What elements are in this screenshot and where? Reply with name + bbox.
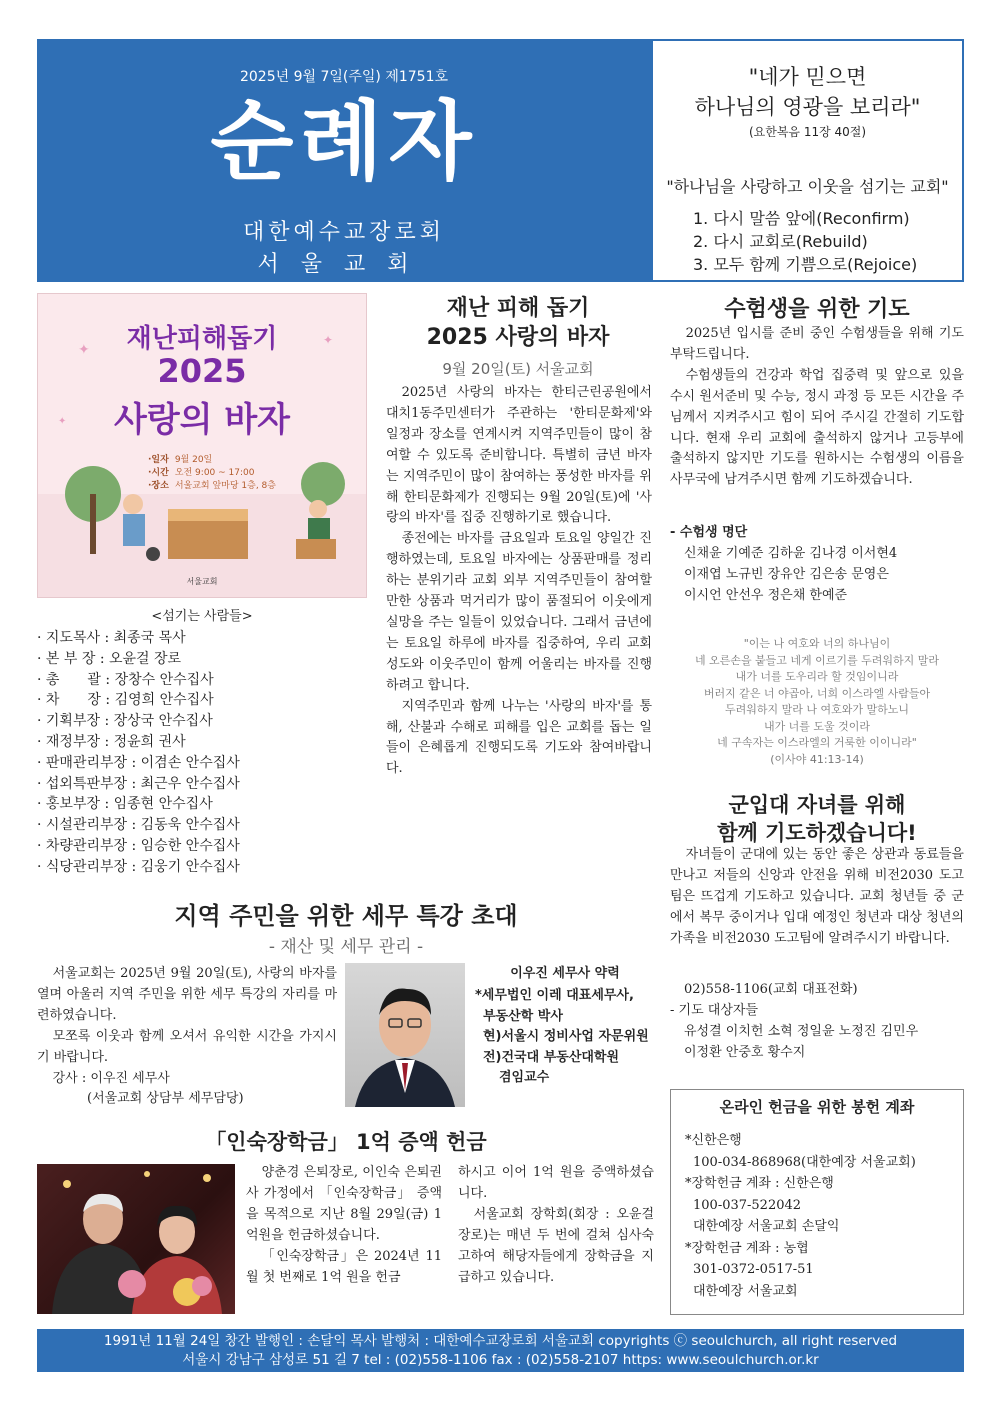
- bio-list: [475, 986, 660, 1089]
- scholarship-column-2: [458, 1163, 654, 1288]
- vision-item: 3. 모두 함께 기쁨으로(Rejoice): [693, 255, 918, 274]
- poster-title-2: 2025: [157, 352, 247, 390]
- account-line: *장학헌금 계좌 : 신한은행: [685, 1176, 834, 1191]
- exam-names-label: - 수험생 명단: [670, 525, 748, 540]
- account-line: *장학헌금 계좌 : 농협: [685, 1240, 809, 1256]
- bazaar-paragraph: 2025년 사랑의 바자는 한티근린공원에서 대치1동주민센터가 주관하는 '한티문화제'와 일정과 장소를 연계시켜 지역주민들이 많이 참여할 수 있도록 준비합니다. 특별히 금년 바자는 지역주민이 많이 참여하는 풍성한 바자를 위해 한티문화제가 진행되는 9월 20일(토)에 '사랑의 바자'를 집중 진행하기로 했습니다.: [386, 385, 652, 526]
- verse-text-line: (이사야 41:13-14): [770, 752, 864, 766]
- church-motto: "하나님을 사랑하고 이웃을 섬기는 교회": [666, 177, 949, 196]
- lecturer-portrait: [345, 963, 465, 1107]
- staff-item: · 총 괄 : 장창수 안수집사: [37, 671, 214, 688]
- scholarship-paragraph: 서울교회 장학회(회장 : 오윤걸 장로)는 매년 두 번에 걸쳐 심사숙고하여 해당자들에게 장학금을 지급하고 있습니다.: [458, 1206, 654, 1285]
- poster-time-label: ·시간: [148, 468, 169, 478]
- staff-title: <섬기는 사람들>: [151, 609, 253, 624]
- staff-item: · 식당관리부장 : 김웅기 안수집사: [37, 858, 240, 875]
- denomination-name: 대한예수교장로회: [242, 220, 446, 245]
- page-footer: [37, 1329, 964, 1372]
- staff-item: · 판매관리부장 : 이겸손 안수집사: [37, 754, 240, 771]
- verse-line-1: "네가 믿으면: [748, 65, 867, 89]
- svg-text:✦: ✦: [58, 416, 67, 427]
- poster-date: 9월 20일: [174, 455, 213, 465]
- exam-names: [670, 522, 964, 606]
- bio-line: 겸임교수: [499, 1070, 550, 1085]
- svg-text:✦: ✦: [78, 342, 90, 358]
- account-title: 온라인 헌금을 위한 봉헌 계좌: [719, 1098, 915, 1116]
- staff-item: · 차 장 : 김영희 안수집사: [37, 692, 214, 709]
- church-name: 서울교회: [257, 252, 431, 277]
- bio-line: 전)건국대 부동산대학원: [483, 1049, 620, 1065]
- scholarship-column-1: [246, 1163, 442, 1288]
- account-line: 100-037-522042: [693, 1197, 802, 1213]
- bio-line: 현)서울시 정비사업 자문위원: [483, 1029, 649, 1044]
- tax-paragraph: 서울교회는 2025년 9월 20일(토), 사랑의 바자를 열며 아울러 지역 주민을 위한 세무 특강의 자리를 마련하였습니다.: [37, 966, 337, 1023]
- military-target-row: 유성결 이치헌 소혁 정일윤 노정진 김민우: [684, 1024, 919, 1039]
- tax-lecture-subtitle: - 재산 및 세무 관리 -: [268, 937, 424, 957]
- bazaar-title-line-2: 2025 사랑의 바자: [426, 325, 610, 350]
- account-line: *신한은행: [685, 1133, 742, 1148]
- exam-verse: [670, 636, 964, 768]
- verse-text-line: 내가 너를 도우리라 할 것임이니라: [735, 670, 899, 683]
- staff-item: · 본 부 장 : 오윤걸 장로: [37, 650, 182, 667]
- verse-text-line: 두려워하지 말라 나 여호와가 말하노니: [724, 703, 909, 716]
- account-line: 대한예장 서울교회: [693, 1283, 798, 1299]
- verse-reference: (요한복음 11장 40절): [748, 125, 867, 139]
- vision-list: [693, 207, 917, 276]
- military-target-label: - 기도 대상자들: [670, 1003, 759, 1018]
- scholarship-photo: [37, 1164, 235, 1314]
- military-paragraph: 자녀들이 군대에 있는 동안 좋은 상관과 동료들을 만나고 저들의 신앙과 안전을 위해 비전2030 도고팀은 뜨겁게 기도하고 있습니다. 교회 청년들 중 군에서 복무 중이거나 입대 예정인 청년과 대상 청년의 가족을 비전2030 도고팀에 알려주시기 바랍니다.: [670, 847, 964, 946]
- poster-info: [148, 454, 276, 493]
- tax-lecturer-note: (서울교회 상담부 세무담당): [87, 1091, 244, 1107]
- exam-paragraph: 수험생들의 건강과 학업 집중력 및 앞으로 있을 수시 원서준비 및 수능, 정시 과정 등 모든 시간을 주님께서 지켜주시고 힘이 되어 주시길 간절히 기도합니다. 현재 우리 교회에 출석하지 않거나 고등부에 출석하지 않지만 기도를 원하시는 수험생의 이름을 사무국에 남겨주시면 함께 기도하겠습니다.: [670, 367, 964, 488]
- verse-text-line: 네 구속자는 이스라엘의 거룩한 이이니라": [717, 736, 917, 749]
- footer-publisher: 1991년 11월 24일 창간 발행인 : 손달익 목사 발행처 : 대한예수교장로회 서울교회 copyrights ⓒ seoulchurch, all right reserved: [103, 1333, 898, 1349]
- poster-place: 서울교회 앞마당 1층, 8층: [174, 481, 276, 491]
- masthead-title: 순례자: [210, 92, 478, 192]
- bazaar-title-line-1: 재난 피해 돕기: [446, 296, 590, 321]
- scholarship-paragraph: 하시고 이어 1억 원을 증액하셨습니다.: [458, 1165, 654, 1201]
- exam-paragraph: 2025년 입시를 준비 중인 수험생들을 위해 기도 부탁드립니다.: [670, 326, 964, 362]
- bio-line: *세무법인 이레 대표세무사,: [475, 988, 634, 1003]
- exam-name-row: 이재엽 노규빈 장유안 김은송 문영은: [684, 567, 889, 582]
- staff-list: [37, 628, 240, 878]
- military-target-row: 이정환 안중호 황수지: [684, 1045, 806, 1060]
- tax-paragraph: 모쪼록 이웃과 함께 오셔서 유익한 시간을 가지시기 바랍니다.: [37, 1028, 337, 1065]
- staff-item: · 섭외특판부장 : 최근우 안수집사: [37, 775, 240, 792]
- verse-text-line: 내가 너를 도울 것이라: [763, 719, 871, 733]
- bazaar-body: [386, 383, 652, 780]
- bazaar-subtitle: 9월 20일(토) 서울교회: [442, 360, 594, 378]
- military-title: [670, 791, 964, 847]
- account-line: 301-0372-0517-51: [693, 1262, 814, 1277]
- military-phone: 02)558-1106(교회 대표전화): [684, 982, 858, 997]
- poster-date-label: ·일자: [148, 455, 169, 465]
- bio-line: 부동산학 박사: [483, 1008, 563, 1024]
- poster-title-1: 재난피해돕기: [126, 324, 278, 354]
- scholarship-title: 「인숙장학금」 1억 증액 헌금: [205, 1130, 487, 1154]
- bazaar-poster: [37, 293, 367, 598]
- staff-item: · 재정부장 : 정윤희 권사: [37, 733, 186, 750]
- poster-place-label: ·장소: [148, 481, 169, 491]
- scholarship-paragraph: 「인숙장학금」은 2024년 11월 첫 번째로 1억 원을 헌금: [246, 1248, 442, 1285]
- exam-prayer-body: [670, 324, 964, 491]
- couple-photo-icon: [37, 1164, 235, 1314]
- account-line: 대한예장 서울교회 손달익: [693, 1219, 840, 1234]
- masthead-banner: [37, 39, 651, 282]
- poster-title-3: 사랑의 바자: [113, 400, 291, 440]
- tax-lecture-body: [37, 964, 337, 1110]
- tax-lecture-title: 지역 주민을 위한 세무 특강 초대: [174, 902, 518, 930]
- vision-item: 1. 다시 말씀 앞에(Reconfirm): [693, 209, 910, 228]
- staff-item: · 홍보부장 : 임종현 안수집사: [37, 796, 213, 813]
- military-title-line-1: 군입대 자녀를 위해: [728, 793, 906, 817]
- person-portrait-icon: [345, 963, 465, 1107]
- military-title-line-2: 함께 기도하겠습니다!: [717, 821, 917, 845]
- verse-text-line: 네 오른손을 붙들고 네게 이르기를 두려워하지 말라: [694, 653, 940, 667]
- staff-item: · 기획부장 : 장상국 안수집사: [37, 713, 213, 730]
- staff-item: · 차량관리부장 : 임승한 안수집사: [37, 837, 240, 854]
- poster-time: 오전 9:00 ~ 17:00: [174, 468, 255, 478]
- tax-lecturer: 강사 : 이우진 세무사: [52, 1070, 170, 1086]
- svg-text:✦: ✦: [323, 333, 334, 347]
- footer-address: 서울시 강남구 삼성로 51 길 7 tel : (02)558-1106 fax : (02)558-2107 https: www.seoulchurch.or.kr: [182, 1352, 819, 1368]
- vision-item: 2. 다시 교회로(Rebuild): [693, 232, 868, 251]
- scholarship-paragraph: 양춘경 은퇴장로, 이인숙 은퇴권사 가정에서 「인숙장학금」 증액을 목적으로 지난 8월 29일(금) 1억원을 헌금하셨습니다.: [246, 1165, 442, 1243]
- verse-box: [651, 39, 964, 282]
- account-list: [685, 1130, 916, 1302]
- exam-name-row: 이시언 안선우 정은채 한예준: [684, 588, 848, 603]
- verse-text-line: "이는 나 여호와 너의 하나님이: [743, 637, 891, 650]
- bazaar-paragraph: 종전에는 바자를 금요일과 토요일 양일간 진행하였는데, 토요일 바자에는 상품판매를 정리하는 분위기라 교회 외부 지역주민들이 참여할 만한 상품과 먹거리가 많이 품절되어 이웃에게 실망을 주는 일들이 있었습니다. 그래서 금년에는 토요일 하루에 바자를 집중하여, 우리 교회 성도와 이웃주민이 함께 어울리는 바자를 진행하려고 합니다.: [386, 531, 652, 693]
- verse-line-2: 하나님의 영광을 보리라": [694, 95, 921, 119]
- bio-title: 이우진 세무사 약력: [510, 966, 620, 981]
- account-line: 100-034-868968(대한예장 서울교회): [693, 1154, 916, 1170]
- issue-date: 2025년 9월 7일(주일) 제1751호: [239, 69, 448, 85]
- poster-footer: 서울교회: [186, 577, 218, 586]
- bazaar-paragraph: 지역주민과 함께 나누는 '사랑의 바자'를 통해, 산불과 수해로 피해를 입은 교회를 돕는 일들이 은혜롭게 진행되도록 기도와 참여바랍니다.: [386, 698, 652, 777]
- bazaar-title: [380, 294, 656, 352]
- exam-name-row: 신채윤 기예준 김하윤 김나경 이서현4: [684, 546, 898, 561]
- verse-text-line: 버러지 같은 너 야곱아, 너희 이스라엘 사람들아: [703, 686, 931, 700]
- military-body: [670, 845, 964, 950]
- military-extra: [670, 979, 964, 1063]
- staff-item: · 지도목사 : 최종국 목사: [37, 630, 186, 646]
- staff-item: · 시설관리부장 : 김동욱 안수집사: [37, 817, 240, 834]
- exam-prayer-title: 수험생을 위한 기도: [724, 297, 910, 322]
- offering-account-box: [670, 1089, 964, 1315]
